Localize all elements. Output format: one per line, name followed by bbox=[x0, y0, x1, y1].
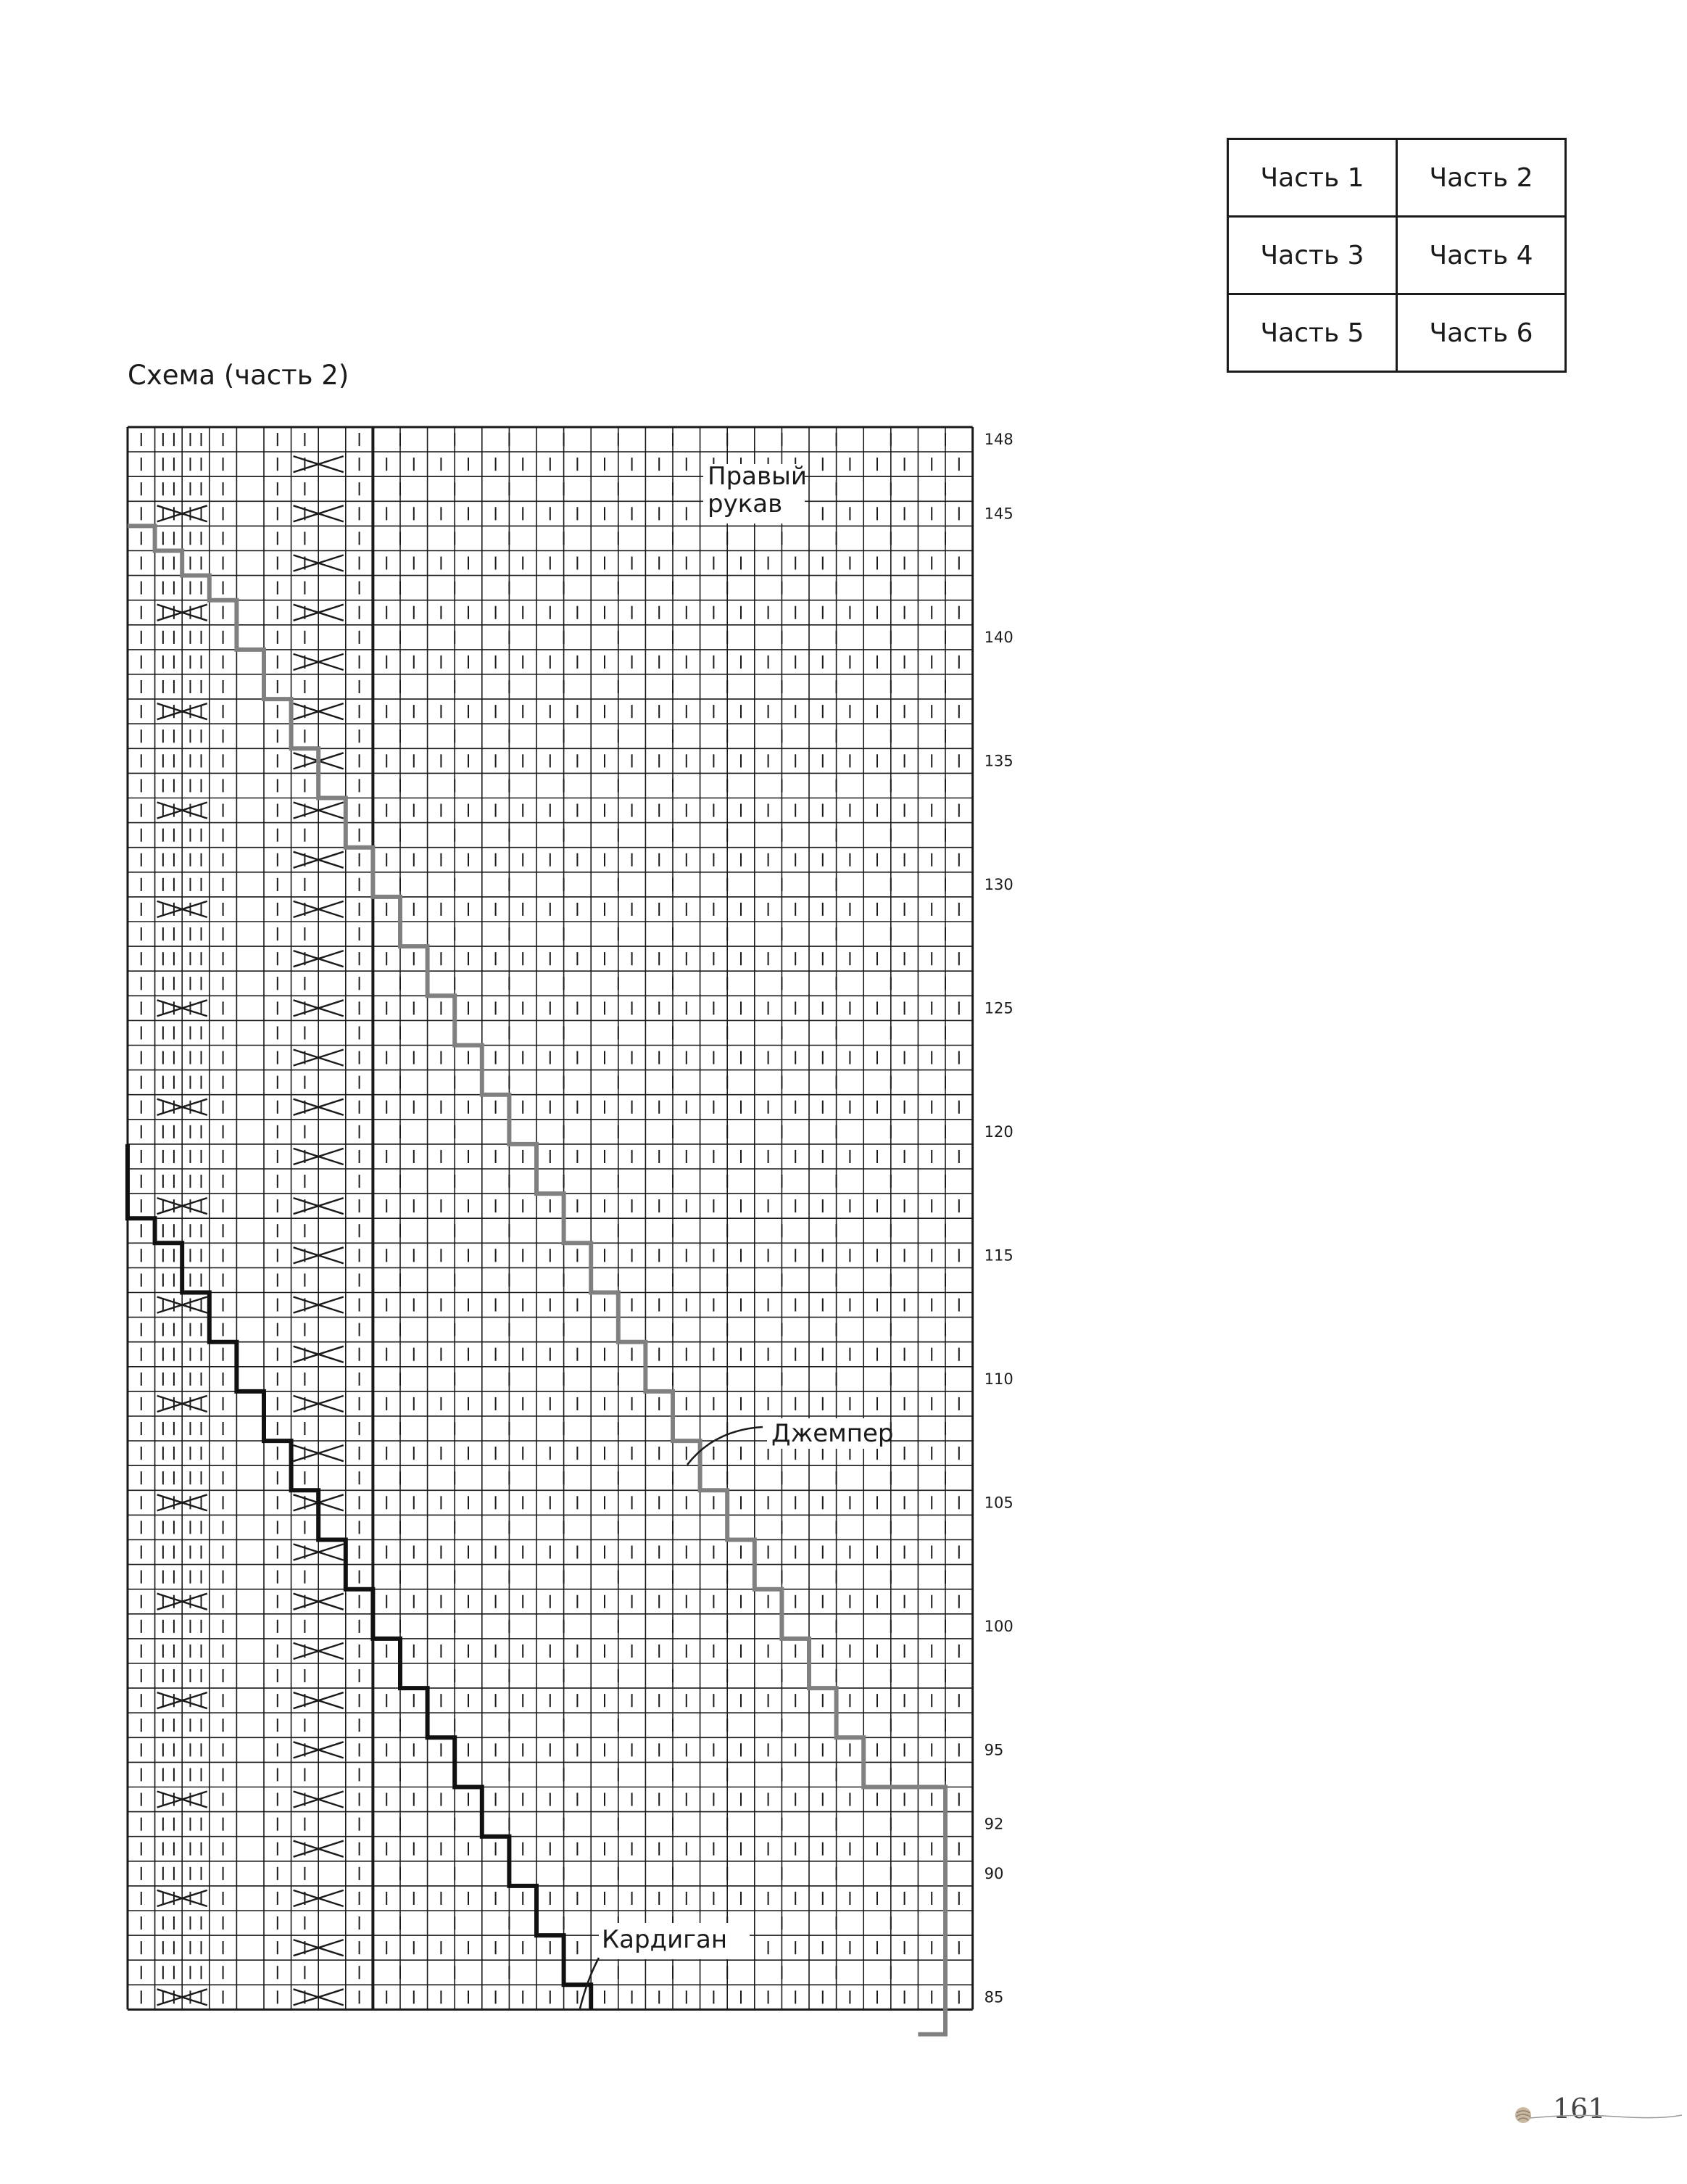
row-number-label: 95 bbox=[984, 1741, 1004, 1759]
cardigan-label: Кардиган bbox=[602, 1925, 728, 1954]
part-3-cell: Часть 3 bbox=[1228, 217, 1397, 294]
part-2-cell: Часть 2 bbox=[1397, 139, 1566, 217]
part-5-cell: Часть 5 bbox=[1228, 294, 1397, 372]
row-number-label: 130 bbox=[984, 875, 1014, 893]
row-number-label: 92 bbox=[984, 1815, 1004, 1833]
row-number-label: 125 bbox=[984, 999, 1014, 1017]
chart-title: Схема (часть 2) bbox=[128, 360, 349, 391]
row-number-label: 115 bbox=[984, 1246, 1014, 1265]
row-number-label: 90 bbox=[984, 1864, 1004, 1882]
right-sleeve-label: Правый bbox=[708, 462, 807, 491]
part-1-cell: Часть 1 bbox=[1228, 139, 1397, 217]
row-number-label: 100 bbox=[984, 1617, 1014, 1635]
row-number-label: 145 bbox=[984, 505, 1014, 523]
row-number-label: 85 bbox=[984, 1988, 1004, 2006]
page-number: 161 bbox=[1553, 2093, 1606, 2125]
row-number-label: 140 bbox=[984, 628, 1014, 646]
row-number-label: 148 bbox=[984, 431, 1014, 449]
row-number-label: 135 bbox=[984, 752, 1014, 770]
part-6-cell: Часть 6 bbox=[1397, 294, 1566, 372]
right-sleeve-label: рукав bbox=[708, 489, 783, 518]
jumper-label: Джемпер bbox=[771, 1419, 894, 1448]
row-number-label: 110 bbox=[984, 1370, 1014, 1388]
part-4-cell: Часть 4 bbox=[1397, 217, 1566, 294]
row-number-label: 105 bbox=[984, 1494, 1014, 1512]
page-number-underline bbox=[1530, 2112, 1682, 2122]
row-number-label: 120 bbox=[984, 1122, 1014, 1141]
